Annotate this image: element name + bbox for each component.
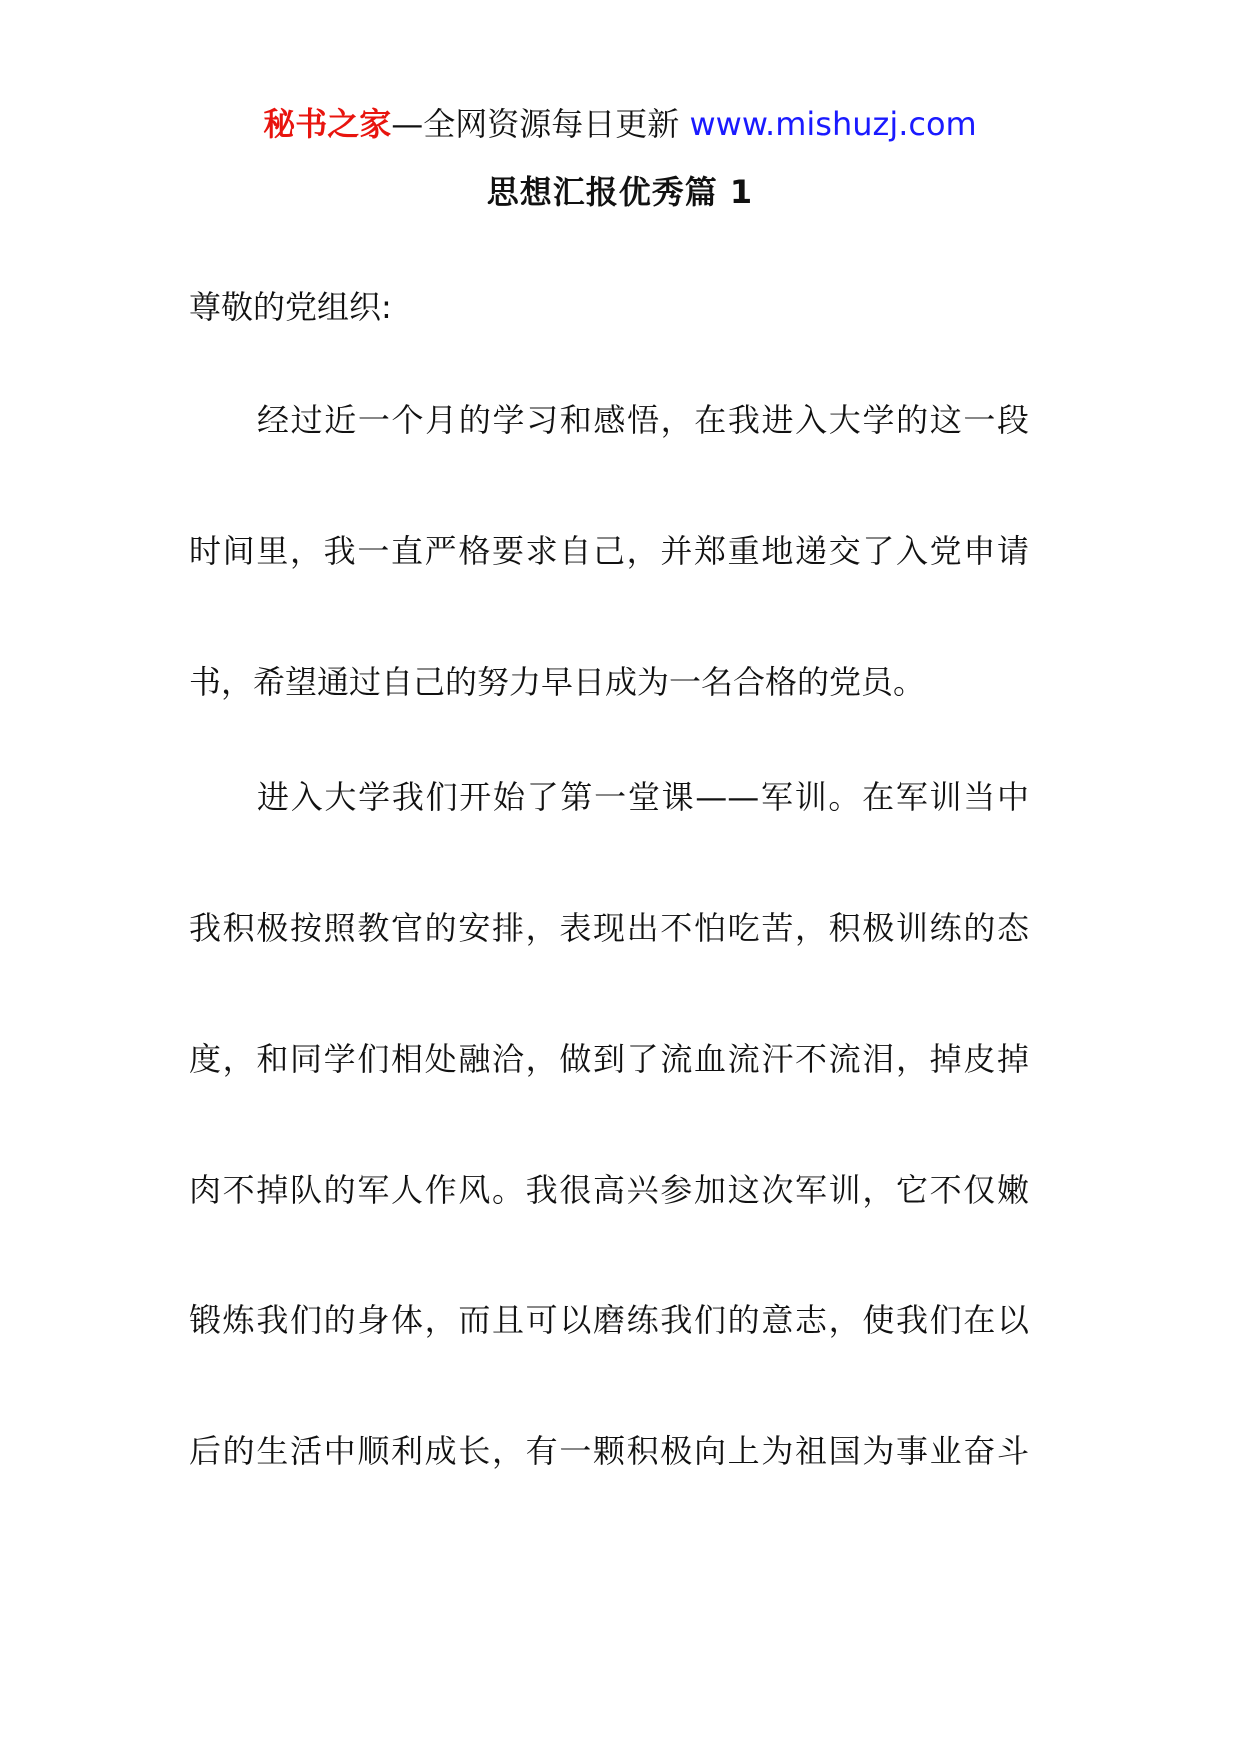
paragraph-line: 进入大学我们开始了第一堂课——军训。在军训当中 — [257, 778, 1029, 816]
site-url-link[interactable]: www.mishuzj.com — [689, 105, 977, 143]
paragraph-line: 锻炼我们的身体，而且可以磨练我们的意志，使我们在以 — [189, 1301, 1029, 1339]
salutation: 尊敬的党组织: — [189, 288, 392, 326]
paragraph-line: 我积极按照教官的安排，表现出不怕吃苦，积极训练的态 — [189, 909, 1029, 947]
paragraph-line: 度，和同学们相处融洽，做到了流血流汗不流泪，掉皮掉 — [189, 1040, 1029, 1078]
paragraph-line: 时间里，我一直严格要求自己，并郑重地递交了入党申请 — [189, 532, 1029, 570]
site-brand: 秘书之家 — [263, 105, 392, 143]
paragraph-line: 书，希望通过自己的努力早日成为一名合格的党员。 — [189, 663, 926, 701]
document-title: 思想汇报优秀篇 1 — [486, 173, 754, 211]
paragraph-line: 经过近一个月的学习和感悟，在我进入大学的这一段 — [257, 401, 1029, 439]
paragraph-line: 后的生活中顺利成长，有一颗积极向上为祖国为事业奋斗 — [189, 1432, 1029, 1470]
site-tagline: —全网资源每日更新 — [391, 105, 690, 143]
paragraph-line: 肉不掉队的军人作风。我很高兴参加这次军训，它不仅嫩 — [189, 1171, 1029, 1209]
site-header — [0, 100, 1240, 148]
